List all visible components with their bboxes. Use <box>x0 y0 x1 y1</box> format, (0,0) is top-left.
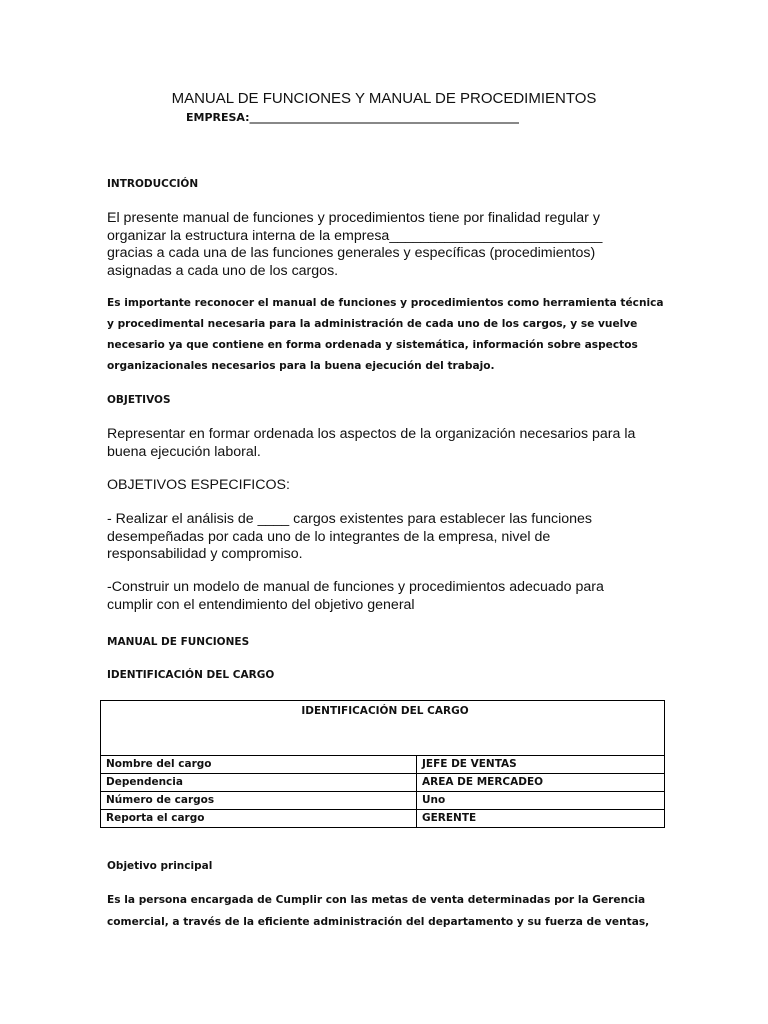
text-line: organizar la estructura interna de la empresa___________________________ <box>107 227 603 244</box>
main-objective-heading: Objetivo principal <box>107 860 213 872</box>
text-line: Representar en formar ordenada los aspectos de la organización necesarios para la <box>107 426 636 442</box>
text-line: -Construir un modelo de manual de funciones y procedimientos adecuado para <box>107 579 604 595</box>
text-line: gracias a cada una de las funciones generales y específicas (procedimientos) <box>107 245 596 261</box>
table-value-cell: GERENTE <box>417 810 665 828</box>
objectives-heading: OBJETIVOS <box>107 394 171 406</box>
text-line: y procedimental necesaria para la administración de cada uno de los cargos, y se vuelve <box>107 318 638 330</box>
table-label-cell: Nombre del cargo <box>101 756 417 774</box>
text-line: comercial, a través de la eficiente administración del departamento y su fuerza de ventas, <box>107 916 650 928</box>
text-line: cumplir con el entendimiento del objetivo general <box>107 596 415 613</box>
intro-paragraph-2 <box>107 293 667 377</box>
main-objective-text <box>107 889 667 933</box>
table-header-cell: IDENTIFICACIÓN DEL CARGO <box>101 701 665 756</box>
text-line: asignadas a cada uno de los cargos. <box>107 262 339 279</box>
text-line: organizacionales necesarios para la buena ejecución del trabajo. <box>107 360 495 372</box>
company-line: EMPRESA:_________________________________________________ <box>186 111 520 124</box>
job-identification-table <box>100 700 665 828</box>
text-line: Es importante reconocer el manual de funciones y procedimientos como herramienta técnica <box>107 297 664 309</box>
text-line: buena ejecución laboral. <box>107 443 261 460</box>
general-objective <box>107 426 667 461</box>
table-label-cell: Número de cargos <box>101 792 417 810</box>
page-title: MANUAL DE FUNCIONES Y MANUAL DE PROCEDIMIENTOS <box>171 90 597 107</box>
text-line: OBJETIVOS ESPECIFICOS: <box>107 477 290 493</box>
intro-paragraph-1 <box>107 210 667 280</box>
text-line: desempeñadas por cada uno de lo integrantes de la empresa, nivel de <box>107 528 551 545</box>
text-line: Es la persona encargada de Cumplir con las metas de venta determinadas por la Gerencia <box>107 894 646 906</box>
table-row <box>101 810 665 828</box>
table-label-cell: Dependencia <box>101 774 417 792</box>
table-value-cell: Uno <box>417 792 665 810</box>
table-value-cell: AREA DE MERCADEO <box>417 774 665 792</box>
intro-heading: INTRODUCCIÓN <box>107 178 199 190</box>
table-value-cell: JEFE DE VENTAS <box>417 756 665 774</box>
manual-heading: MANUAL DE FUNCIONES <box>107 636 250 648</box>
specific-objectives-heading <box>107 477 667 495</box>
specific-objective-1 <box>107 511 667 564</box>
table-row <box>101 792 665 810</box>
table-header-row <box>101 701 665 756</box>
table-row <box>101 756 665 774</box>
text-line: - Realizar el análisis de ____ cargos existentes para establecer las funciones <box>107 511 593 527</box>
text-line: El presente manual de funciones y procedimientos tiene por finalidad regular y <box>107 210 600 226</box>
text-line: necesario ya que contiene en forma ordenada y sistemática, información sobre aspectos <box>107 339 638 351</box>
identification-heading: IDENTIFICACIÓN DEL CARGO <box>107 669 275 681</box>
table-label-cell: Reporta el cargo <box>101 810 417 828</box>
table-row <box>101 774 665 792</box>
text-line: responsabilidad y compromiso. <box>107 546 303 562</box>
specific-objective-2 <box>107 579 667 614</box>
